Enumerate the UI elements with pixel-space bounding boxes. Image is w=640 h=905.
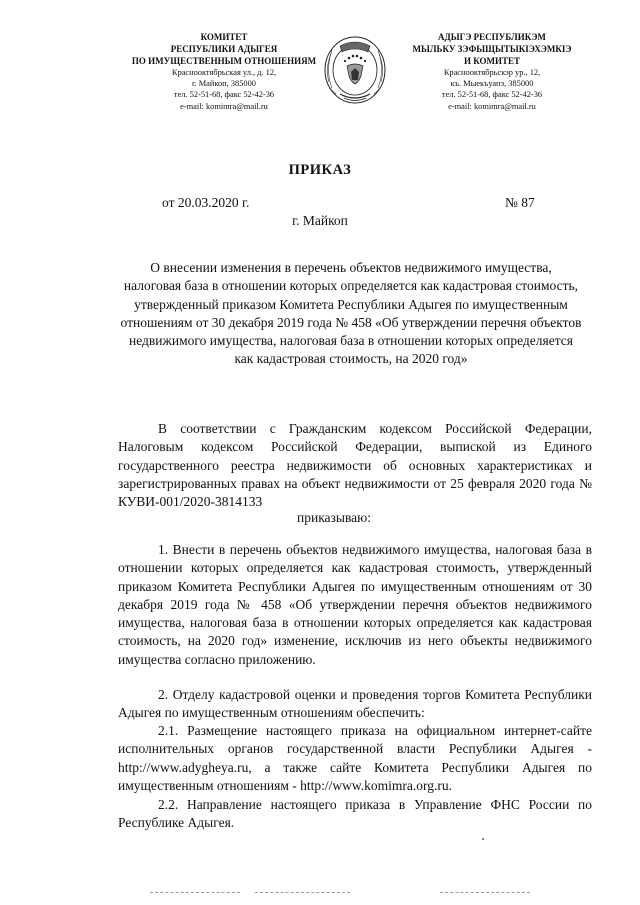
org-address-alt: Краснооктябрьскэр ур., 12, <box>443 68 541 77</box>
item-2-2-paragraph: 2.2. Направление настоящего приказа в Управление ФНС России по Республике Адыгея. <box>118 797 592 831</box>
preamble-paragraph: В соответствии с Гражданским кодексом Российской Федерации, Налоговым кодексом Российской Федерации, выпиской из Единого государственного реестра недвижимости об основных характеристиках и зарегистрированных правах на объект недвижимости от 25 февраля 2020 года № КУВИ-001/2020-3814133 <box>118 421 592 510</box>
header-left-block <box>118 31 330 112</box>
item-1-paragraph: 1. Внести в перечень объектов недвижимого имущества, налоговая база в отношении которых определяется как кадастровая стоимость, утвержденный приказом Комитета Республики Адыгея по имущественным отношениям от 30 декабря 2019 года № 458 «Об утверждении перечня объектов недвижимого имущества, налоговая база в отношении которых определяется как кадастровая стоимость, на 2020 год» изменение, исключив из него объекты недвижимого имущества согласно приложению. <box>118 542 592 667</box>
document-subject: О внесении изменения в перечень объектов недвижимого имущества, налоговая база в отношении которых определяется как кадастровая стоимость, утвержденный приказом Комитета Республики Адыгея по имущественным отношениям от 30 декабря 2019 года № 458 «Об утверждении перечня объектов недвижимого имущества, налоговая база в отношении которых определяется как кадастровая стоимость, на 2020 год» <box>120 260 582 367</box>
org-email: e-mail: komimra@mail.ru <box>180 101 268 111</box>
document-city: г. Майкоп <box>292 213 348 228</box>
scan-speck <box>482 838 484 840</box>
scan-artifact-line <box>255 892 350 894</box>
document-number: № 87 <box>505 195 535 210</box>
org-email-alt: e-mail: komimra@mail.ru <box>448 101 536 111</box>
scan-artifact-line <box>150 892 240 894</box>
document-title: ПРИКАЗ <box>288 162 352 178</box>
scan-artifact-line <box>440 892 530 894</box>
org-city: г. Майкоп, 385000 <box>192 79 256 89</box>
org-name-alt-line-3: И КОМИТЕТ <box>463 56 521 66</box>
org-name-line-2: РЕСПУБЛИКИ АДЫГЕЯ <box>170 44 278 54</box>
item-2-1-paragraph: 2.1. Размещение настоящего приказа на официальном интернет-сайте исполнительных органов государственной власти Республики Адыгея - http://www.adygheya.ru, а также сайте Комитета Республики Адыгея по имущественным отношениям - http://www.komimra.org.ru. <box>118 723 592 793</box>
item-2-paragraph: 2. Отделу кадастровой оценки и проведения торгов Комитета Республики Адыгея по имущественным отношениям обеспечить: <box>118 687 592 721</box>
org-city-alt: къ. Мыекъуапэ, 385000 <box>450 79 534 89</box>
header-right-block <box>396 31 588 112</box>
org-address: Краснооктябрьская ул., д. 12, <box>171 68 277 77</box>
org-name-line-3: ПО ИМУЩЕСТВЕННЫМ ОТНОШЕНИЯМ <box>131 56 317 66</box>
org-name-alt-line-1: АДЫГЭ РЕСПУБЛИКЭМ <box>438 32 546 42</box>
document-date: от 20.03.2020 г. <box>162 195 250 210</box>
org-phone: тел. 52-51-68, факс 52-42-36 <box>173 90 275 100</box>
order-word: приказываю: <box>297 510 371 525</box>
republic-of-adygea-coat-of-arms-icon <box>318 32 392 110</box>
org-phone-alt: тел. 52-51-68, факс 52-42-36 <box>441 90 543 100</box>
org-name-line-1: КОМИТЕТ <box>200 32 248 42</box>
org-name-alt-line-2: МЫЛЬКУ ЗЭФЫЩЫТЫКІЭХЭМКІЭ <box>412 44 572 54</box>
